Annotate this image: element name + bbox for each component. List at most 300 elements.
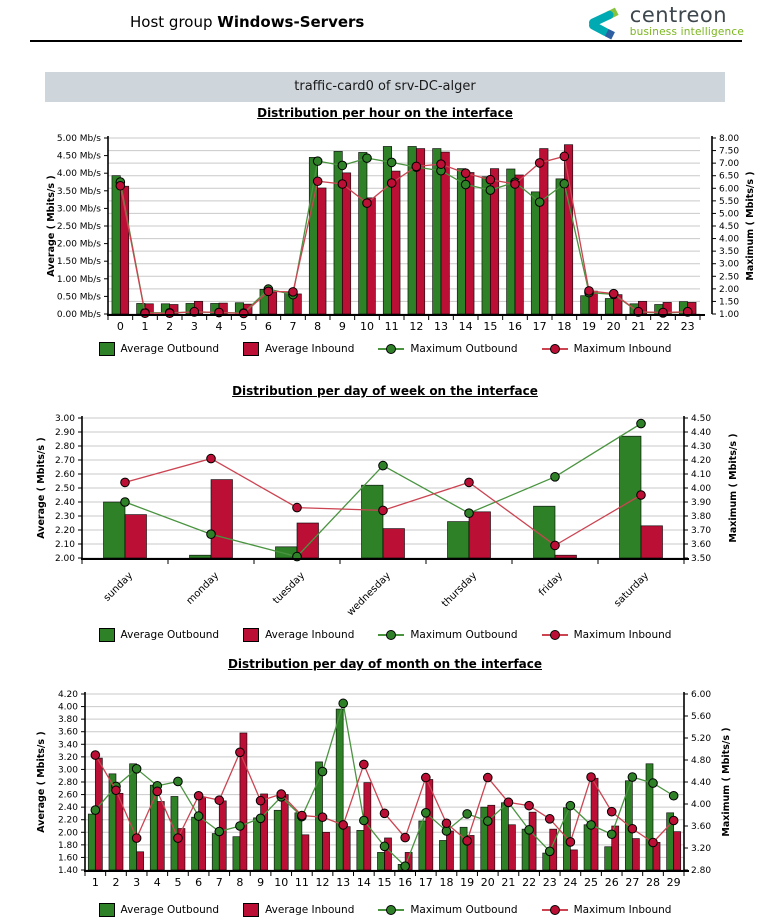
dot-max-outbound: [313, 157, 322, 166]
left-tick-label: 1.50 Mb/s: [56, 257, 101, 268]
right-tick-label: 3.80: [691, 512, 712, 522]
right-tick-label: 2.50: [719, 272, 740, 283]
dot-max-inbound: [566, 838, 575, 847]
dot-max-inbound: [412, 162, 421, 171]
max-outbound-line-icon: [378, 634, 404, 636]
right-tick-label: 7.50: [719, 146, 740, 157]
report-banner: [45, 72, 725, 102]
dot-max-outbound: [669, 791, 678, 800]
x-tick-label: 9: [338, 320, 346, 333]
dot-max-outbound: [387, 158, 396, 167]
dot-max-inbound: [560, 152, 569, 161]
left-axis-title: Average ( Mbits/s ): [36, 437, 47, 539]
bar-avg-inbound: [632, 839, 639, 870]
dot-max-inbound: [483, 773, 492, 782]
right-tick-label: 4.80: [691, 756, 712, 766]
bar-avg-inbound: [199, 797, 206, 870]
dot-max-outbound: [379, 461, 388, 470]
dot-max-outbound: [483, 817, 492, 826]
dot-max-outbound: [560, 179, 569, 188]
x-tick-label: 28: [646, 876, 661, 889]
bar-avg-outbound: [88, 814, 95, 870]
x-tick-label: 19: [582, 320, 596, 333]
max-inbound-line-icon: [542, 348, 568, 350]
left-tick-label: 2.20: [54, 526, 75, 536]
x-tick-label: tuesday: [271, 570, 308, 607]
line-max-outbound: [120, 158, 687, 313]
right-tick-label: 1.00: [719, 310, 740, 320]
bar-avg-outbound: [362, 485, 384, 558]
x-tick-label: 14: [356, 876, 371, 889]
left-tick-label: 2.30: [54, 512, 75, 522]
bar-avg-inbound: [540, 149, 548, 314]
dot-max-inbound: [239, 309, 248, 318]
dot-max-inbound: [207, 454, 216, 463]
x-tick-label: 16: [398, 876, 413, 889]
dot-max-inbound: [442, 819, 451, 828]
bar-avg-outbound: [336, 709, 343, 870]
right-tick-label: 3.90: [691, 498, 712, 508]
bar-avg-outbound: [482, 177, 490, 314]
right-tick-label: 4.50: [719, 222, 740, 232]
dot-max-outbound: [566, 801, 575, 810]
bar-avg-outbound: [605, 847, 612, 870]
x-tick-label: 2: [166, 320, 174, 333]
dot-max-inbound: [264, 287, 273, 296]
dot-max-outbound: [380, 842, 389, 851]
x-tick-label: 0: [116, 320, 124, 333]
bar-avg-outbound: [507, 169, 515, 314]
dot-max-inbound: [465, 478, 474, 487]
x-tick-label: 10: [360, 320, 374, 333]
dot-max-inbound: [587, 773, 596, 782]
x-tick-label: friday: [536, 570, 566, 599]
bar-avg-outbound: [274, 810, 281, 870]
dot-max-outbound: [132, 765, 141, 774]
bar-avg-outbound: [605, 299, 613, 314]
bar-avg-inbound: [564, 145, 572, 314]
right-tick-label: 4.00: [691, 800, 712, 810]
dot-max-inbound: [277, 790, 286, 799]
x-tick-label: 16: [508, 320, 522, 333]
bar-avg-outbound: [584, 825, 591, 870]
left-tick-label: 3.80: [57, 715, 78, 726]
x-tick-label: 5: [174, 876, 182, 889]
dot-max-inbound: [669, 816, 678, 825]
dot-max-inbound: [338, 180, 347, 189]
left-axis-title: Average ( Mbits/s ): [36, 731, 47, 833]
dot-max-inbound: [289, 288, 298, 297]
dot-max-outbound: [91, 806, 100, 815]
bar-avg-inbound: [157, 801, 164, 870]
dot-max-outbound: [637, 419, 646, 428]
dot-max-outbound: [401, 862, 410, 871]
bar-avg-inbound: [555, 555, 577, 558]
dot-max-outbound: [339, 699, 348, 708]
x-tick-label: 18: [439, 876, 454, 889]
logo-tagline: business intelligence: [629, 26, 744, 38]
x-tick-label: sunday: [101, 570, 136, 604]
legend-item-max-inbound: Maximum Inbound: [542, 904, 672, 916]
bar-avg-inbound: [469, 512, 491, 558]
x-tick-label: 3: [133, 876, 141, 889]
dot-max-inbound: [165, 309, 174, 318]
left-tick-label: 3.00: [54, 414, 75, 424]
bar-avg-inbound: [441, 152, 449, 314]
avg-outbound-swatch-icon: [99, 342, 115, 356]
right-tick-label: 3.50: [691, 554, 712, 564]
bar-avg-inbound: [364, 783, 371, 870]
dot-max-outbound: [360, 816, 369, 825]
left-tick-label: 0.50 Mb/s: [56, 292, 101, 303]
chart-title-hour: Distribution per hour on the interface: [257, 106, 513, 120]
x-tick-label: 20: [606, 320, 621, 333]
dot-max-inbound: [463, 837, 472, 846]
x-tick-label: 13: [336, 876, 351, 889]
dot-max-inbound: [194, 791, 203, 800]
bar-avg-outbound: [460, 827, 467, 870]
dot-max-inbound: [461, 169, 470, 178]
right-tick-label: 4.00: [691, 484, 712, 494]
bar-avg-outbound: [334, 151, 342, 314]
left-tick-label: 1.80: [57, 840, 78, 851]
x-tick-label: 12: [315, 876, 330, 889]
bar-avg-inbound: [281, 795, 288, 870]
dot-max-outbound: [236, 822, 245, 831]
x-tick-label: 21: [631, 320, 646, 333]
dot-max-inbound: [437, 160, 446, 169]
right-tick-label: 4.50: [691, 414, 712, 424]
bar-avg-outbound: [522, 829, 529, 870]
bar-avg-inbound: [416, 149, 424, 314]
dot-max-inbound: [422, 773, 431, 782]
bar-avg-inbound: [342, 173, 350, 314]
left-tick-label: 4.00: [57, 702, 78, 713]
chart-legend: [0, 342, 770, 356]
dot-max-inbound: [256, 796, 265, 805]
x-tick-label: 11: [294, 876, 309, 889]
x-tick-label: 26: [604, 876, 619, 889]
dot-max-inbound: [637, 491, 646, 500]
legend-item-avg-outbound: Average Outbound: [99, 342, 220, 356]
x-tick-label: monday: [184, 570, 222, 607]
left-tick-label: 2.60: [57, 790, 78, 801]
dot-max-outbound: [463, 810, 472, 819]
max-outbound-line-icon: [378, 348, 404, 350]
dot-max-inbound: [649, 838, 658, 847]
bar-avg-inbound: [446, 831, 453, 870]
bar-avg-outbound: [171, 796, 178, 870]
host-group-name: Windows-Servers: [217, 13, 365, 31]
dot-max-inbound: [607, 807, 616, 816]
bar-avg-outbound: [448, 522, 470, 558]
dot-max-outbound: [318, 767, 327, 776]
x-tick-label: 13: [434, 320, 448, 333]
centreon-logo: [584, 5, 744, 43]
left-tick-label: 0.00 Mb/s: [56, 310, 101, 320]
bar-avg-outbound: [254, 818, 261, 870]
left-tick-label: 2.50: [54, 484, 75, 494]
dot-max-inbound: [132, 834, 141, 843]
legend-item-max-inbound: Maximum Inbound: [542, 629, 672, 641]
bar-avg-outbound: [501, 803, 508, 870]
x-tick-label: 19: [460, 876, 475, 889]
dot-max-inbound: [525, 801, 534, 810]
right-tick-label: 3.20: [691, 844, 712, 854]
dot-max-outbound: [628, 773, 637, 782]
dot-max-inbound: [363, 199, 372, 208]
bar-avg-inbound: [383, 529, 405, 558]
bar-avg-outbound: [190, 555, 212, 558]
legend-item-max-inbound: Maximum Inbound: [542, 343, 672, 355]
x-tick-label: 1: [141, 320, 149, 333]
avg-outbound-swatch-icon: [99, 628, 115, 642]
right-tick-label: 8.00: [719, 134, 740, 144]
max-inbound-line-icon: [542, 909, 568, 911]
bar-avg-outbound: [112, 176, 120, 314]
centreon-logo-icon: [584, 5, 624, 43]
right-tick-label: 5.20: [691, 734, 712, 744]
legend-item-avg-outbound: Average Outbound: [99, 628, 220, 642]
x-tick-label: 8: [236, 876, 244, 889]
x-tick-label: 25: [584, 876, 599, 889]
x-tick-label: 17: [532, 320, 547, 333]
x-tick-label: 2: [112, 876, 120, 889]
right-tick-label: 3.60: [691, 540, 712, 550]
dot-max-outbound: [486, 186, 495, 195]
legend-item-max-outbound: Maximum Outbound: [378, 343, 517, 355]
bar-avg-inbound: [426, 779, 433, 870]
header-divider: [30, 40, 742, 42]
dot-max-inbound: [401, 833, 410, 842]
x-tick-label: 22: [656, 320, 670, 333]
right-tick-label: 6.00: [719, 184, 740, 195]
x-tick-label: wednesday: [345, 570, 394, 619]
right-axis-title: Maximum ( Mbits/s ): [745, 171, 756, 281]
dot-max-outbound: [551, 473, 560, 482]
dot-max-inbound: [116, 181, 125, 190]
bar-avg-inbound: [515, 175, 523, 314]
dot-max-outbound: [422, 809, 431, 818]
left-tick-label: 3.60: [57, 727, 78, 738]
left-tick-label: 3.20: [57, 752, 78, 763]
left-tick-label: 2.10: [54, 540, 75, 550]
left-tick-label: 1.60: [57, 853, 78, 864]
right-tick-label: 3.00: [719, 259, 740, 270]
bar-avg-inbound: [570, 850, 577, 870]
right-tick-label: 1.50: [719, 297, 740, 308]
right-tick-label: 5.50: [719, 196, 740, 207]
bar-avg-inbound: [125, 515, 147, 558]
dot-max-inbound: [236, 748, 245, 757]
dot-max-outbound: [607, 830, 616, 839]
max-outbound-line-icon: [378, 909, 404, 911]
left-tick-label: 2.00: [54, 554, 75, 564]
bar-avg-outbound: [377, 852, 384, 870]
dot-max-inbound: [174, 834, 183, 843]
dot-max-outbound: [338, 161, 347, 170]
chart-legend: [0, 903, 770, 917]
left-tick-label: 4.50 Mb/s: [56, 151, 101, 162]
x-tick-label: 6: [264, 320, 272, 333]
dot-max-inbound: [511, 180, 520, 189]
x-tick-label: 27: [625, 876, 640, 889]
dot-max-inbound: [91, 751, 100, 760]
dot-max-outbound: [525, 826, 534, 835]
bar-avg-outbound: [130, 764, 137, 870]
right-tick-label: 5.00: [719, 209, 740, 220]
page-title: [130, 13, 364, 31]
dot-max-inbound: [360, 760, 369, 769]
bar-avg-outbound: [212, 834, 219, 870]
dot-max-inbound: [153, 787, 162, 796]
left-tick-label: 5.00 Mb/s: [56, 134, 101, 144]
bar-avg-inbound: [211, 480, 233, 558]
left-tick-label: 2.00: [57, 828, 78, 839]
bar-avg-outbound: [383, 146, 391, 314]
left-tick-label: 1.40: [57, 866, 78, 876]
dot-max-outbound: [465, 509, 474, 518]
dot-max-inbound: [486, 175, 495, 184]
left-axis-title: Average ( Mbits/s ): [46, 175, 57, 277]
dot-max-outbound: [256, 814, 265, 823]
legend-item-avg-inbound: Average Inbound: [243, 903, 354, 917]
x-tick-label: 1: [91, 876, 99, 889]
dot-max-inbound: [585, 287, 594, 296]
right-tick-label: 4.10: [691, 470, 712, 480]
bar-avg-inbound: [466, 172, 474, 314]
x-tick-label: 15: [377, 876, 392, 889]
bar-avg-inbound: [318, 188, 326, 314]
right-tick-label: 4.40: [691, 428, 712, 438]
line-max-inbound: [120, 156, 687, 313]
x-tick-label: 17: [418, 876, 433, 889]
x-tick-label: 29: [666, 876, 681, 889]
x-tick-label: 21: [501, 876, 516, 889]
dot-max-outbound: [121, 498, 130, 507]
x-tick-label: 15: [483, 320, 498, 333]
x-tick-label: 14: [458, 320, 473, 333]
legend-item-avg-inbound: Average Inbound: [243, 628, 354, 642]
x-tick-label: 24: [563, 876, 578, 889]
dot-max-inbound: [339, 821, 348, 830]
chart-title-weekday: Distribution per day of week on the interface: [232, 384, 538, 398]
host-group-label: Host group: [130, 13, 213, 31]
bar-avg-inbound: [343, 827, 350, 870]
chart-title-monthday: Distribution per day of month on the interface: [227, 657, 543, 671]
dot-max-inbound: [112, 786, 121, 795]
dot-max-inbound: [545, 815, 554, 824]
max-inbound-line-icon: [542, 634, 568, 636]
right-tick-label: 4.40: [691, 778, 712, 788]
dot-max-inbound: [504, 798, 513, 807]
dot-max-inbound: [215, 796, 224, 805]
left-tick-label: 2.00 Mb/s: [56, 239, 101, 250]
bar-avg-outbound: [357, 830, 364, 870]
dot-max-outbound: [215, 827, 224, 836]
right-axis-title: Maximum ( Mbits/s ): [721, 727, 732, 837]
legend-item-avg-outbound: Average Outbound: [99, 903, 220, 917]
x-tick-label: 6: [195, 876, 203, 889]
bar-avg-inbound: [137, 852, 144, 870]
x-tick-label: 12: [409, 320, 424, 333]
bar-avg-outbound: [233, 837, 240, 870]
x-tick-label: 3: [190, 320, 198, 333]
logo-wordmark: centreon: [629, 3, 728, 27]
x-tick-label: 10: [274, 876, 289, 889]
bar-avg-inbound: [641, 526, 663, 558]
x-tick-label: 4: [153, 876, 161, 889]
right-tick-label: 5.60: [691, 712, 712, 722]
bar-avg-outbound: [359, 152, 367, 314]
bar-avg-outbound: [556, 179, 564, 314]
dot-max-inbound: [387, 179, 396, 188]
dot-max-outbound: [587, 821, 596, 830]
x-tick-label: 22: [522, 876, 537, 889]
left-tick-label: 2.40: [57, 803, 78, 814]
left-tick-label: 2.40: [54, 498, 75, 508]
left-tick-label: 2.80: [54, 442, 75, 452]
banner-text: traffic-card0 of srv-DC-alger: [294, 79, 476, 94]
dot-max-inbound: [141, 309, 150, 318]
bar-avg-outbound: [104, 502, 126, 558]
left-tick-label: 4.00 Mb/s: [56, 169, 101, 180]
right-tick-label: 6.00: [691, 690, 712, 700]
dot-max-inbound: [121, 478, 130, 487]
right-tick-label: 4.00: [719, 234, 740, 245]
dot-max-inbound: [313, 177, 322, 186]
left-tick-label: 2.70: [54, 456, 75, 466]
left-tick-label: 3.40: [57, 740, 78, 751]
left-tick-label: 4.20: [57, 690, 78, 700]
dot-max-outbound: [363, 154, 372, 163]
bar-avg-inbound: [674, 832, 681, 870]
chart-legend: [0, 628, 770, 642]
dot-max-inbound: [318, 813, 327, 822]
dot-max-outbound: [194, 812, 203, 821]
bar-avg-outbound: [531, 192, 539, 314]
x-tick-label: 11: [384, 320, 399, 333]
left-tick-label: 2.20: [57, 815, 78, 826]
dot-max-inbound: [298, 811, 307, 820]
avg-inbound-swatch-icon: [243, 342, 259, 356]
dot-max-inbound: [535, 159, 544, 168]
bar-avg-outbound: [439, 840, 446, 870]
left-tick-label: 2.80: [57, 778, 78, 788]
right-tick-label: 6.50: [719, 171, 740, 182]
x-tick-label: 7: [215, 876, 223, 889]
chart-canvas-monthday: [0, 676, 770, 902]
left-tick-label: 2.90: [54, 428, 75, 438]
x-tick-label: thursday: [440, 570, 480, 610]
x-tick-label: 18: [557, 320, 572, 333]
dot-max-outbound: [174, 777, 183, 786]
avg-outbound-swatch-icon: [99, 903, 115, 917]
bar-avg-outbound: [457, 169, 465, 314]
right-tick-label: 4.30: [691, 442, 712, 452]
right-tick-label: 2.00: [719, 284, 740, 295]
dot-max-outbound: [207, 530, 216, 539]
bar-avg-inbound: [367, 198, 375, 314]
dot-max-inbound: [609, 289, 618, 298]
dot-max-inbound: [379, 506, 388, 515]
avg-inbound-swatch-icon: [243, 628, 259, 642]
x-tick-label: 20: [480, 876, 495, 889]
x-tick-label: 4: [215, 320, 223, 333]
dot-max-outbound: [535, 198, 544, 207]
dot-max-inbound: [293, 503, 302, 512]
bar-avg-inbound: [529, 812, 536, 870]
